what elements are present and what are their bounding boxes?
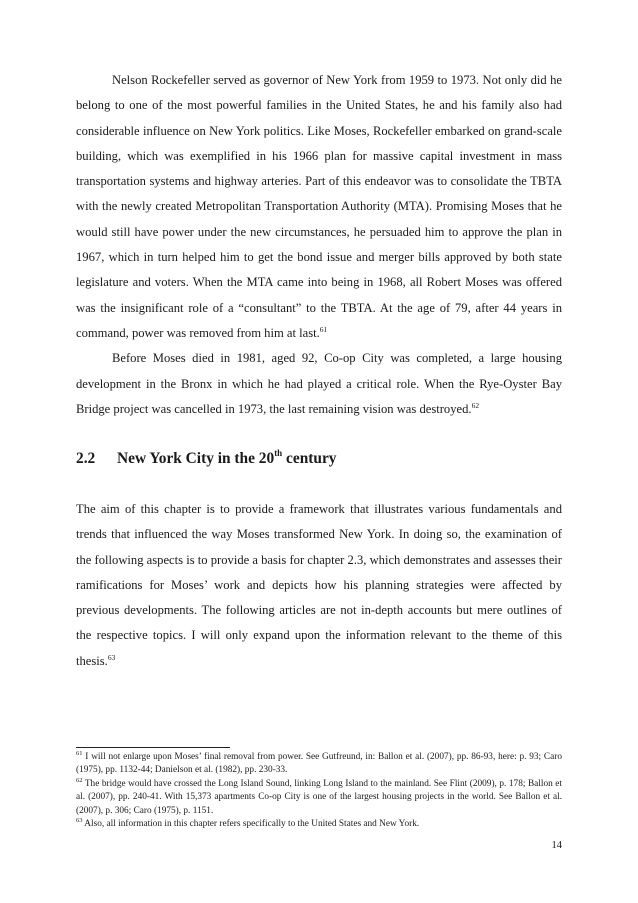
footnote-marker: 63	[76, 817, 83, 825]
footnote-marker: 61	[76, 750, 83, 757]
footnotes	[76, 751, 562, 831]
section-title: New York City in the 20th century	[117, 448, 337, 467]
paragraph-text: The aim of this chapter is to provide a framework that illustrates various fundamentals and trends that influenced the way Moses transformed New York. In doing so, the examination of the following aspects is to provide a basis for chapter 2.3, which demonstrates and assesses their ramifications for Moses’ work and depicts how his planning strategies were affected by previous developments. The following articles are not in-depth accounts but mere outlines of the respective topics. I will only expand upon the information relevant to the theme of this thesis.	[76, 502, 562, 668]
footnote-61	[76, 751, 562, 778]
body-text-lower	[76, 497, 562, 674]
paragraph-text: Before Moses died in 1981, aged 92, Co-op City was completed, a large housing development in the Bronx in which he had played a critical role. When the Rye-Oyster Bay Bridge project was cancelled in 1973, the last remaining vision was destroyed.	[76, 351, 562, 416]
section-heading	[76, 449, 562, 469]
footnote-62	[76, 778, 562, 818]
footnote-marker: 62	[76, 776, 83, 784]
footnote-ref-61: 61	[319, 324, 328, 334]
body-text-upper	[76, 68, 562, 422]
page-number: 14	[551, 840, 562, 851]
footnote-ref-63: 63	[107, 652, 116, 662]
footnote-text: Also, all information in this chapter refers specifically to the United States and New York.	[82, 819, 420, 830]
paragraph-co-op-city	[76, 346, 562, 422]
paragraph-rockefeller	[76, 68, 562, 346]
footnote-63	[76, 818, 562, 831]
paragraph-text: Nelson Rockefeller served as governor of New York from 1959 to 1973. Not only did he belong to one of the most powerful families in the United States, he and his family also had considerable influence on New York politics. Like Moses, Rockefeller embarked on grand-scale building, which was exemplified in his 1966 plan for massive capital investment in mass transportation systems and highway arteries. Part of this endeavor was to consolidate the TBTA with the newly created Metropolitan Transportation Authority (MTA). Promising Moses that he would still have power under the new circumstances, he persuaded him to approve the plan in 1967, which in turn helped him to get the bond issue and merger bills approved by both state legislature and voters. When the MTA came into being in 1968, all Robert Moses was offered was the insignificant role of a “consultant” to the TBTA. At the age of 79, after 44 years in command, power was removed from him at last.	[76, 73, 562, 340]
paragraph-chapter-aim	[76, 497, 562, 674]
section-number: 2.2	[76, 450, 96, 467]
footnote-text: I will not enlarge upon Moses’ final removal from power. See Gutfreund, in: Ballon et al. (2007), pp. 86-93, here: p. 93; Caro (1975), pp. 1132-44; Danielson et al. (1982), pp. 230-33.	[76, 752, 562, 776]
footnote-text: The bridge would have crossed the Long Island Sound, linking Long Island to the mainland. See Flint (2009), p. 178; Ballon et al. (2007), pp. 240-41. With 15,373 apartments Co-op City is one of the largest housing projects in the world. See Ballon et al. (2007), p. 306; Caro (1975), p. 1151.	[76, 778, 562, 816]
footnote-separator	[76, 747, 230, 748]
footnote-ref-62: 62	[471, 400, 480, 410]
